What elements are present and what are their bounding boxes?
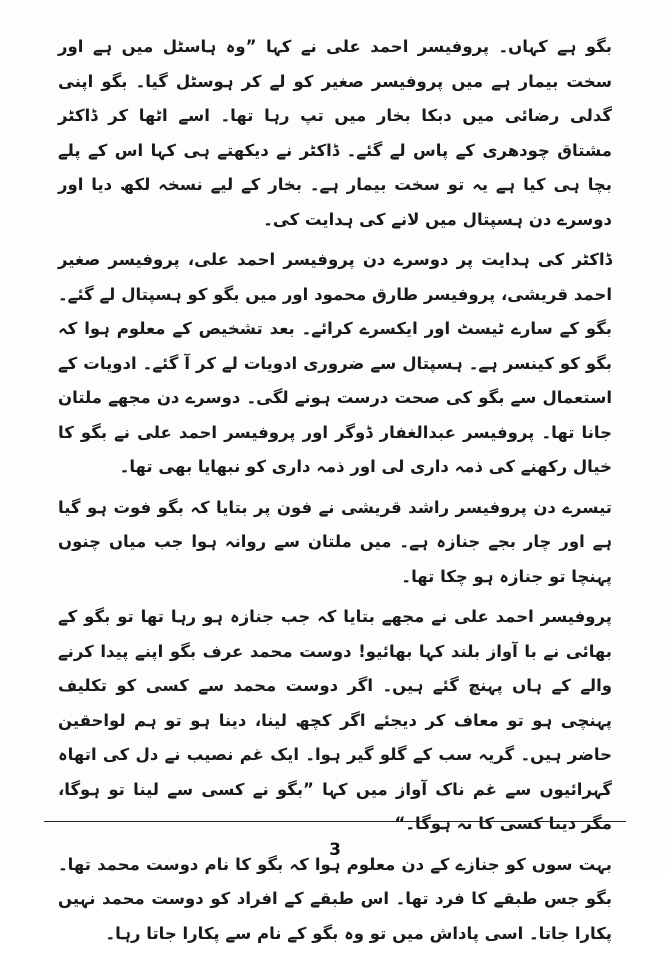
body-text [58,30,612,957]
footer-divider [44,821,626,822]
paragraph: ڈاکٹر کی ہدایت پر دوسرے دن پروفیسر احمد علی، پروفیسر صغیر احمد قریشی، پروفیسر طارق محمود اور میں بگو کو ہسپتال لے گئے۔ بگو کے سارے ٹیسٹ اور ایکسرے کرائے۔ بعد تشخیص کے معلوم ہوا کہ بگو کو کینسر ہے۔ ہسپتال سے ضروری ادویات لے کر آ گئے۔ ادویات کے استعمال سے بگو کی صحت درست ہونے لگی۔ دوسرے دن مجھے ملتان جانا تھا۔ پروفیسر عبدالغفار ڈوگر اور پروفیسر احمد علی نے بگو کا خیال رکھنے کی ذمہ داری لی اور ذمہ داری کو نبھایا بھی تھا۔ [58,250,612,476]
paragraph: بگو ہے کہاں۔ پروفیسر احمد علی نے کہا ”وہ ہاسٹل میں ہے اور سخت بیمار ہے میں پروفیسر صغیر کو لے کر ہوسٹل گیا۔ بگو اپنی گدلی رضائی میں دبکا بخار میں تپ رہا تھا۔ اسے اٹھا کر ڈاکٹر مشتاق چودھری کے پاس لے گئے۔ ڈاکٹر نے دیکھتے ہی کہا اس کے پلے بچا ہی کیا ہے یہ تو سخت بیمار ہے۔ بخار کے لیے نسخہ لکھ دیا اور دوسرے دن ہسپتال میں لانے کی ہدایت کی۔ [58,37,612,229]
paragraph: تیسرے دن پروفیسر راشد قریشی نے فون پر بتایا کہ بگو فوت ہو گیا ہے اور چار بجے جنازہ ہے۔ میں ملتان سے روانہ ہوا جب میاں چنوں پہنچا تو جنازہ ہو چکا تھا۔ [58,497,612,586]
paragraph: بہت سوں کو جنازے کے دن معلوم ہوا کہ بگو کا نام دوست محمد تھا۔ بگو جس طبقے کا فرد تھا۔ اس طبقے کے افراد کو دوست محمد نہیں پکارا جاتا۔ اسی پاداش میں تو وہ بگو کے نام سے پکارا جاتا رہا۔ [58,854,612,943]
page-number: 3 [329,840,341,860]
paragraph: پروفیسر احمد علی نے مجھے بتایا کہ جب جنازہ ہو رہا تھا تو بگو کے بھائی نے با آواز بلند کہا بھائیو! دوست محمد عرف بگو اپنے پیدا کرنے والے کے ہاں پہنچ گئے ہیں۔ اگر دوست محمد سے کسی کو تکلیف پہنچی ہو تو معاف کر دیجئے اگر کچھ لینا، دینا ہو تو ہم لواحقین حاضر ہیں۔ گریہ سب کے گلو گیر ہوا۔ ایک غم نصیب نے دل کی اتھاہ گہرائیوں سے غم ناک آواز میں کہا ”بگو نے کسی سے لینا تو ہوگا، مگر دینا کسی کا نہ ہوگا۔“ [58,607,612,833]
